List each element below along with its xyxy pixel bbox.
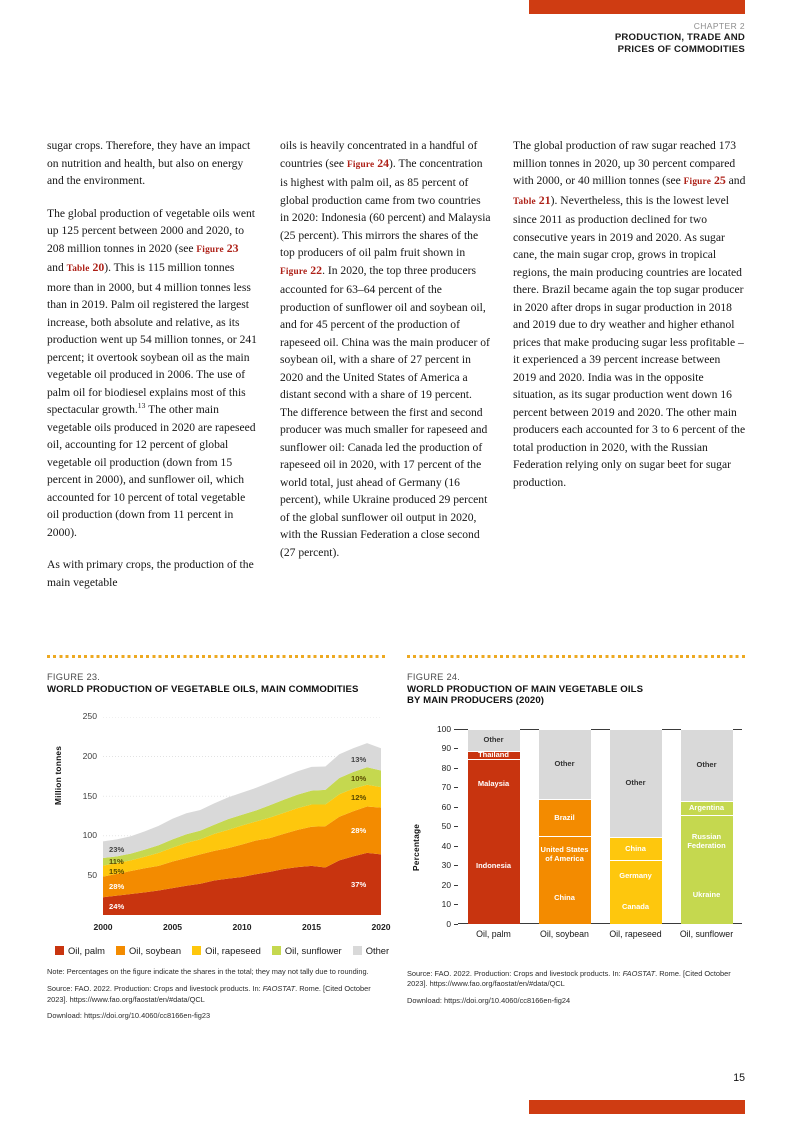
figure-24-title: [407, 684, 747, 707]
chapter-title-line-2: PRICES OF COMMODITIES: [617, 43, 745, 55]
paragraph-1-2: [47, 205, 258, 542]
chart-24-bars: [458, 729, 742, 924]
chapter-header: [615, 21, 745, 55]
chart-24-category-label: Oil, sunflower: [679, 928, 734, 939]
chart-23-x-tick: 2010: [232, 922, 252, 933]
bar-segment: United States of America: [539, 836, 591, 872]
chart-24-y-tick: 90: [441, 743, 451, 754]
bar-segment: China: [610, 837, 662, 860]
chart-24-y-tick: 60: [441, 801, 451, 812]
figure-24-chart: [407, 721, 747, 951]
legend-swatch-icon: [272, 946, 281, 955]
para-text: and: [47, 261, 67, 274]
chart-23-y-tick: 250: [82, 711, 97, 722]
xref-kind: Figure: [196, 244, 224, 255]
paragraph-3-1: [513, 137, 746, 491]
figure-23-notes: [47, 967, 387, 1021]
chart-24-category-label: Oil, palm: [476, 928, 511, 939]
chart-23-percent-label: 24%: [109, 901, 125, 911]
chart-23-percent-label: 28%: [109, 882, 125, 892]
chart-24-y-tick: 50: [441, 821, 451, 832]
para-text: ). Nevertheless, this is the lowest level since 2011 as production declined for two consecutive years in 2019 and 2020. As sugar cane, the main sugar crop, grows in tropical regions, the main producing countries are located there. Brazil became again the top sugar producer in 2020 after drops in sugar production in 2018 and 2019 due to dry weather and higher ethanol prices that make producing sugar less profitable – it experienced a 39 percent increase between 2019 and 2020. India was in the opposite situation, as its sugar production went down 16 percent between 2019 and 2020. The other main producers each accounted for 3 to 6 percent of the total production in 2020, with the Russian Federation relying only on sugar beet for sugar production.: [513, 193, 746, 489]
chart-23-x-tick: 2005: [162, 922, 183, 933]
body-columns: [47, 137, 747, 591]
figure-24-number: FIGURE 24.: [407, 672, 461, 682]
chart-23-x-tick: 2020: [371, 922, 391, 933]
xref-kind: Figure: [683, 177, 712, 187]
legend-swatch-icon: [192, 946, 201, 955]
bar-segment: Ukraine: [681, 868, 733, 924]
footer-accent-bar: [529, 1100, 745, 1114]
xref-kind: Figure: [280, 266, 308, 277]
figure-23-block: [47, 655, 391, 1022]
figure-24-title-line-2: BY MAIN PRODUCERS (2020): [407, 695, 545, 707]
xref-number: 23: [226, 240, 239, 255]
chapter-title-line-1: PRODUCTION, TRADE AND: [614, 32, 745, 43]
stacked-bar: [681, 729, 733, 924]
para-text: The other main vegetable oils produced in 2020 are rapeseed oil, accounting for 12 percent of global vegetable oil production (down from 15 percent in 2000), and sunflower oil, which accounted for 10 percent of total vegetable oil production (down from 11 percent in 2000).: [47, 403, 256, 539]
chart-24-y-tick: 100: [437, 723, 451, 734]
chart-23-percent-label: 13%: [351, 754, 367, 764]
chart-23-percent-label: 15%: [109, 866, 125, 876]
chart-24-y-tick: 80: [441, 762, 451, 773]
paragraph-2-1: [280, 137, 491, 561]
chart-23-y-axis-label: Million tonnes: [53, 746, 63, 806]
para-text: and: [725, 174, 746, 187]
chart-24-category-label: Oil, rapeseed: [609, 928, 662, 939]
para-text: The global production of vegetable oils went up 125 percent between 2000 and 2020, to 208 million tonnes in 2020 (see: [47, 206, 255, 255]
page-number: 15: [733, 1072, 745, 1084]
legend-item[interactable]: [192, 945, 261, 956]
stacked-bar: [468, 729, 520, 924]
chart-23-y-tick: 50: [87, 869, 97, 880]
header-accent-bar: [529, 0, 745, 14]
paragraph-1-3: As with primary crops, the production of the main vegetable: [47, 558, 254, 589]
xref-kind: Table: [66, 264, 90, 274]
chart-23-x-tick: 2015: [301, 922, 322, 933]
legend-item[interactable]: [272, 945, 342, 956]
figure-24-title-line-1: WORLD PRODUCTION OF MAIN VEGETABLE OILS: [407, 684, 644, 695]
table-reference-20[interactable]: [67, 261, 105, 274]
xref-number: 20: [92, 260, 105, 274]
xref-number: 24: [377, 155, 390, 170]
legend-swatch-icon: [55, 946, 64, 955]
para-text: . In 2020, the top three producers accounted for 63–64 percent of the production of sunflower oil and soybean oil, and for 45 percent of the production of rapeseed oil. China was the main producer of soybean oil, with a share of 27 percent in 2020 and the United States of America a distant second with a share of 19 percent. The difference between the first and second producer was much smaller for rapeseed and sunflower oil: Canada led the production of rapeseed oil in 2020, with 17 percent of the world total, just ahead of Germany (16 percent), while Ukraine produced 29 percent of the global sunflower oil output in 2020, with the Russian Federation a close second (27 percent).: [280, 263, 490, 559]
chart-24-tickmark: [454, 924, 458, 925]
bar-segment: Germany: [610, 860, 662, 891]
chart-24-y-tick: 30: [441, 860, 451, 871]
bar-segment: China: [539, 872, 591, 924]
chart-24-y-axis-label: Percentage: [411, 823, 421, 871]
legend-swatch-icon: [353, 946, 362, 955]
bar-segment: Other: [610, 729, 662, 837]
figure-reference-24[interactable]: [347, 157, 389, 170]
text-column-1: [47, 137, 280, 591]
bar-segment: Malaysia: [468, 759, 520, 808]
figure-24-dotted-rule: [407, 655, 747, 658]
legend-label: Other: [365, 945, 390, 957]
stacked-bar: [610, 729, 662, 924]
figure-23-title: WORLD PRODUCTION OF VEGETABLE OILS, MAIN COMMODITIES: [47, 684, 359, 695]
chart-23-percent-label: 12%: [351, 792, 367, 802]
figure-24-download[interactable]: Download: https://doi.org/10.4060/cc8166en-fig24: [407, 996, 571, 1005]
bar-segment: Other: [539, 729, 591, 799]
para-text: oils is heavily concentrated in a handful of countries (see: [280, 139, 478, 170]
chart-24-y-tick: 20: [441, 879, 451, 890]
para-text: ). This is 115 million tonnes more than in 2000, but 4 million tonnes less than in 2019. Palm oil registered the largest increase, both absolute and relative, as its production went up 54 million tonnes, or 241 percent; it overtook soybean oil as the main vegetable oil produced in 2006. The use of palm oil for biodiesel explains most of this spectacular growth.: [47, 261, 257, 416]
bar-segment: Other: [468, 729, 520, 751]
text-column-2: [280, 137, 513, 591]
legend-item[interactable]: [116, 945, 181, 956]
stacked-bar: [539, 729, 591, 924]
figure-reference-22[interactable]: [280, 264, 322, 277]
legend-item[interactable]: [55, 945, 105, 956]
bar-segment: Thailand: [468, 751, 520, 759]
bar-segment: Brazil: [539, 799, 591, 836]
legend-item[interactable]: [353, 945, 389, 956]
footnote-marker-13: 13: [137, 401, 146, 411]
chart-24-y-tick: 40: [441, 840, 451, 851]
chart-23-percent-label: 37%: [351, 880, 367, 890]
figure-24-block: [407, 655, 747, 1007]
chart-24-y-tick: 10: [441, 899, 451, 910]
chart-24-y-tick: 70: [441, 782, 451, 793]
xref-kind: Table: [513, 196, 536, 207]
figure-23-number: FIGURE 23.: [47, 672, 101, 682]
chart-24-category-label: Oil, soybean: [540, 928, 589, 939]
chapter-title: [615, 32, 745, 55]
chart-23-percent-label: 10%: [351, 774, 367, 784]
para-text: ). The concentration is highest with palm oil, as 85 percent of global production came from two countries in 2020: Indonesia (60 percent) and Malaysia (25 percent). This mirrors the shares of the top producers of oil palm fruit shown in: [280, 156, 491, 259]
chart-23-y-tick: 150: [82, 790, 97, 801]
bar-segment: Other: [681, 729, 733, 802]
xref-number: 22: [310, 262, 323, 277]
chart-23-percent-label: 23%: [109, 845, 125, 855]
xref-kind: Figure: [346, 159, 375, 170]
chart-23-percent-label: 11%: [109, 857, 124, 867]
figure-23-note: Note: Percentages on the figure indicate the shares in the total; they may not tally due to rounding.: [47, 967, 369, 977]
chart-23-y-tick: 100: [82, 830, 97, 841]
bar-segment: Indonesia: [468, 808, 520, 924]
xref-number: 25: [713, 173, 726, 187]
figure-23-chart: [47, 709, 391, 939]
figure-23-dotted-rule: [47, 655, 387, 658]
figure-23-source: Source: FAO. 2022. Production: Crops and livestock products. In: FAOSTAT. Rome. [Cited October 2023]. https://www.fao.org/faostat/en/#data/QCL: [47, 984, 371, 1004]
figure-24-source: Source: FAO. 2022. Production: Crops and livestock products. In: FAOSTAT. Rome. [Cited October 2023]. https://www.fao.org/faostat/en/#data/QCL: [407, 968, 731, 989]
figure-23-download[interactable]: Download: https://doi.org/10.4060/cc8166en-fig23: [47, 1011, 211, 1021]
chart-23-x-tick: 2000: [93, 922, 113, 933]
xref-number: 21: [538, 192, 551, 207]
bar-segment: Russian Federation: [681, 815, 733, 868]
figure-reference-25[interactable]: [684, 174, 726, 187]
figure-24-notes: [407, 969, 747, 1007]
chart-23-y-tick: 200: [82, 751, 97, 761]
legend-label: Oil, soybean: [129, 945, 182, 957]
chart-23-area-plot: [103, 717, 381, 915]
chart-24-y-tick: 0: [446, 918, 451, 929]
para-text: The global production of raw sugar reached 173 million tonnes in 2020, up 30 percent compared with 2000, or 40 million tonnes (see: [513, 139, 737, 187]
legend-label: Oil, sunflower: [284, 945, 342, 957]
text-column-3: [513, 137, 746, 591]
table-reference-21[interactable]: [513, 194, 551, 207]
chapter-number: CHAPTER 2: [693, 21, 745, 31]
bar-segment: Argentina: [681, 801, 733, 815]
legend-label: Oil, rapeseed: [205, 945, 261, 957]
legend-swatch-icon: [116, 946, 125, 955]
figure-23-legend: [55, 945, 390, 957]
bar-segment: Canada: [610, 891, 662, 924]
figure-reference-23[interactable]: [196, 242, 238, 255]
paragraph-1-1: sugar crops. Therefore, they have an impact on nutrition and health, but also on energy and the environment.: [47, 139, 251, 187]
chart-23-percent-label: 28%: [351, 826, 367, 836]
legend-label: Oil, palm: [68, 945, 105, 957]
